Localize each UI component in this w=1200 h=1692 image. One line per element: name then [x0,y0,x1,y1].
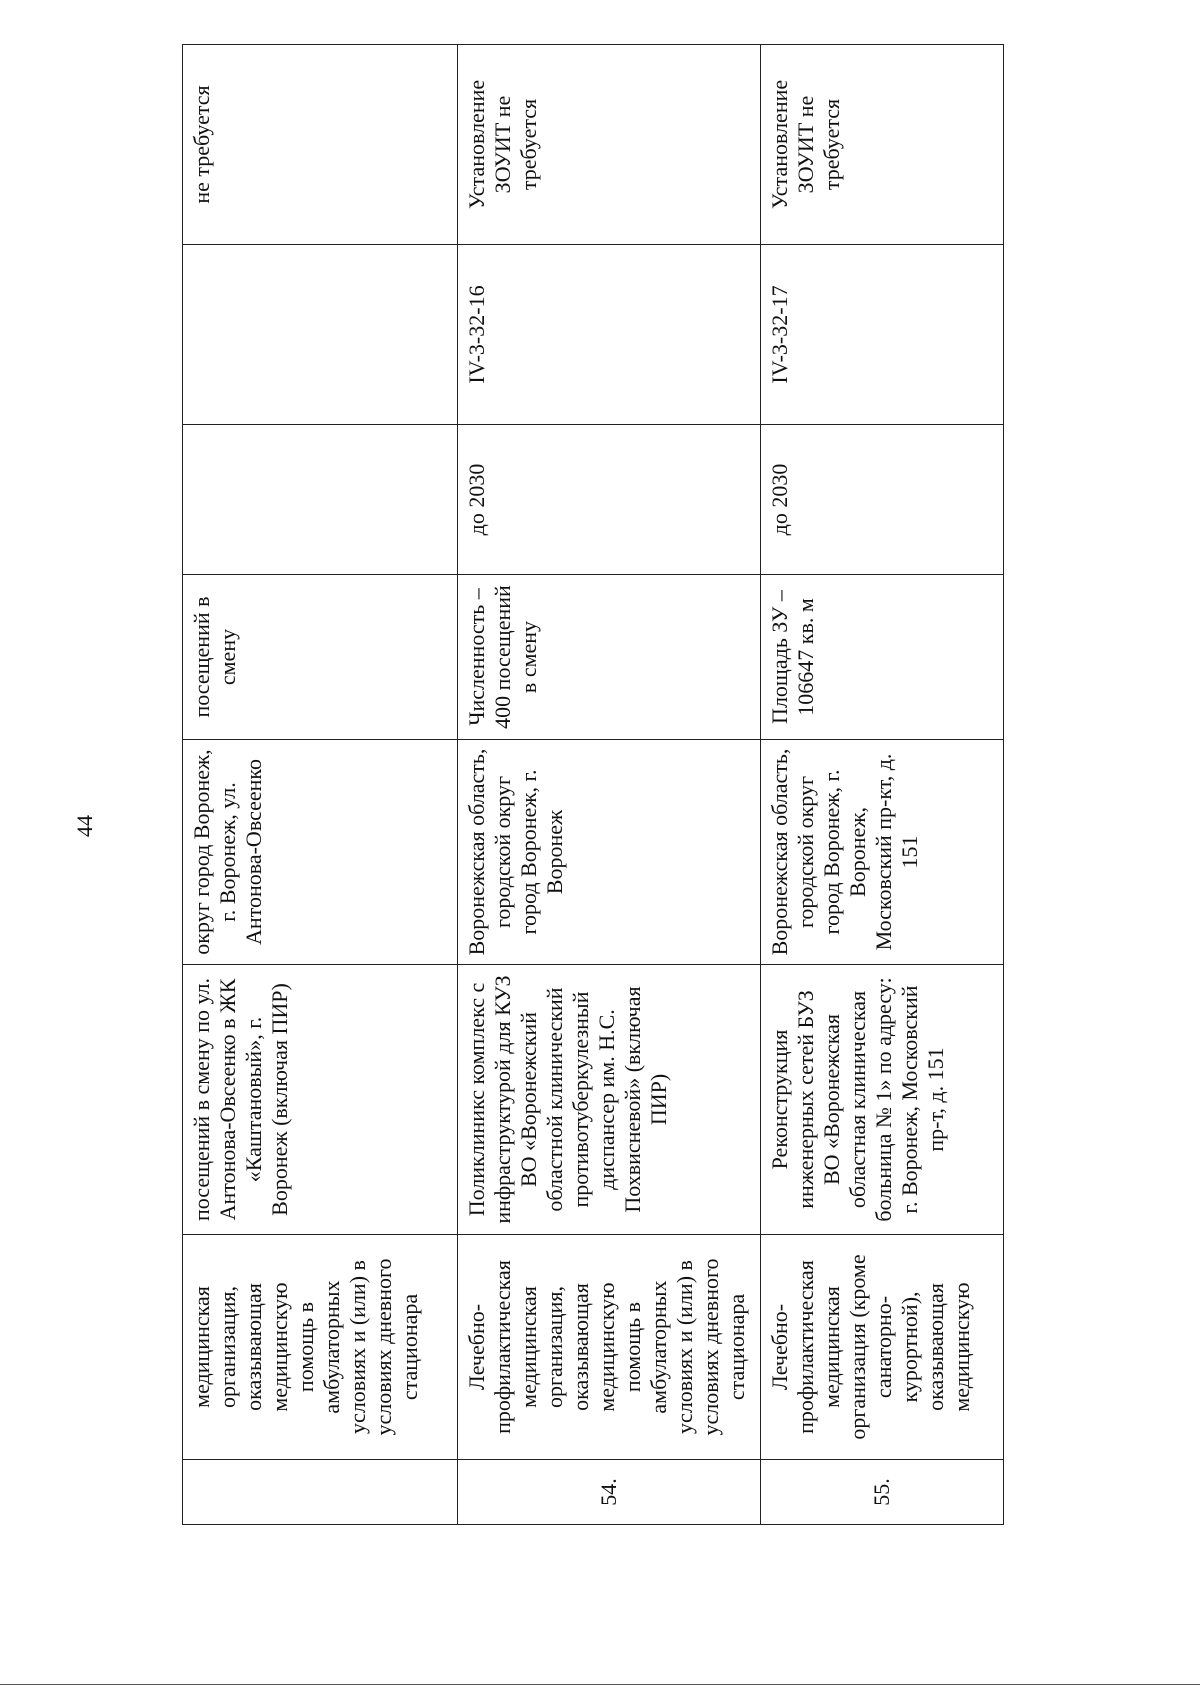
object-name: Поликлиникс комплекс с инфраструктурой для КУЗ ВО «Воронежский областной клинический противотуберкулезный диспансер им. Н.С. Похвисневой» (включая ПИР) [458,965,761,1235]
objects-table [182,44,1004,1525]
bottom-rule [0,1684,1200,1685]
object-type: Лечебно-профилактическая медицинская организация (кроме санаторно-курортной), оказывающая медицинскую [761,1235,1004,1460]
object-term: до 2030 [458,425,761,575]
object-code: IV-3-32-17 [761,245,1004,425]
table-row [761,45,1004,1525]
object-name: посещений в смену по ул. Антонова-Овсеенко в ЖК «Каштановый», г. Воронеж (включая ПИР) [183,965,458,1235]
object-code: IV-3-32-16 [458,245,761,425]
object-characteristics: посещений в смену [183,575,458,740]
object-term: до 2030 [761,425,1004,575]
row-number: 54. [458,1460,761,1525]
rotated-table-frame [182,45,1002,1525]
table-row [458,45,761,1525]
object-type: Лечебно-профилактическая медицинская организация, оказывающая медицинскую помощь в амбулаторных условиях и (или) в условиях дневного стационара [458,1235,761,1460]
object-type: медицинская организация, оказывающая медицинскую помощь в амбулаторных условиях и (или) в условиях дневного стационара [183,1235,458,1460]
row-number: 55. [761,1460,1004,1525]
object-term [183,425,458,575]
object-zouit: не требуется [183,45,458,245]
object-zouit: Установление ЗОУИТ не требуется [458,45,761,245]
page-number: 44 [72,815,97,837]
object-characteristics: Площадь ЗУ – 106647 кв. м [761,575,1004,740]
object-zouit: Установление ЗОУИТ не требуется [761,45,1004,245]
table-row [183,45,458,1525]
object-name: Реконструкция инженерных сетей БУЗ ВО «Воронежская областная клиническая больница № 1» по адресу: г. Воронеж, Московский пр-т, д. 151 [761,965,1004,1235]
object-code [183,245,458,425]
row-number [183,1460,458,1525]
object-location: Воронежская область, городской округ город Воронеж, г. Воронеж [458,740,761,965]
object-location: округ город Воронеж, г. Воронеж, ул. Антонова-Овсеенко [183,740,458,965]
object-location: Воронежская область, городской округ город Воронеж, г. Воронеж, Московский пр-кт, д. 151 [761,740,1004,965]
object-characteristics: Численность – 400 посещений в смену [458,575,761,740]
